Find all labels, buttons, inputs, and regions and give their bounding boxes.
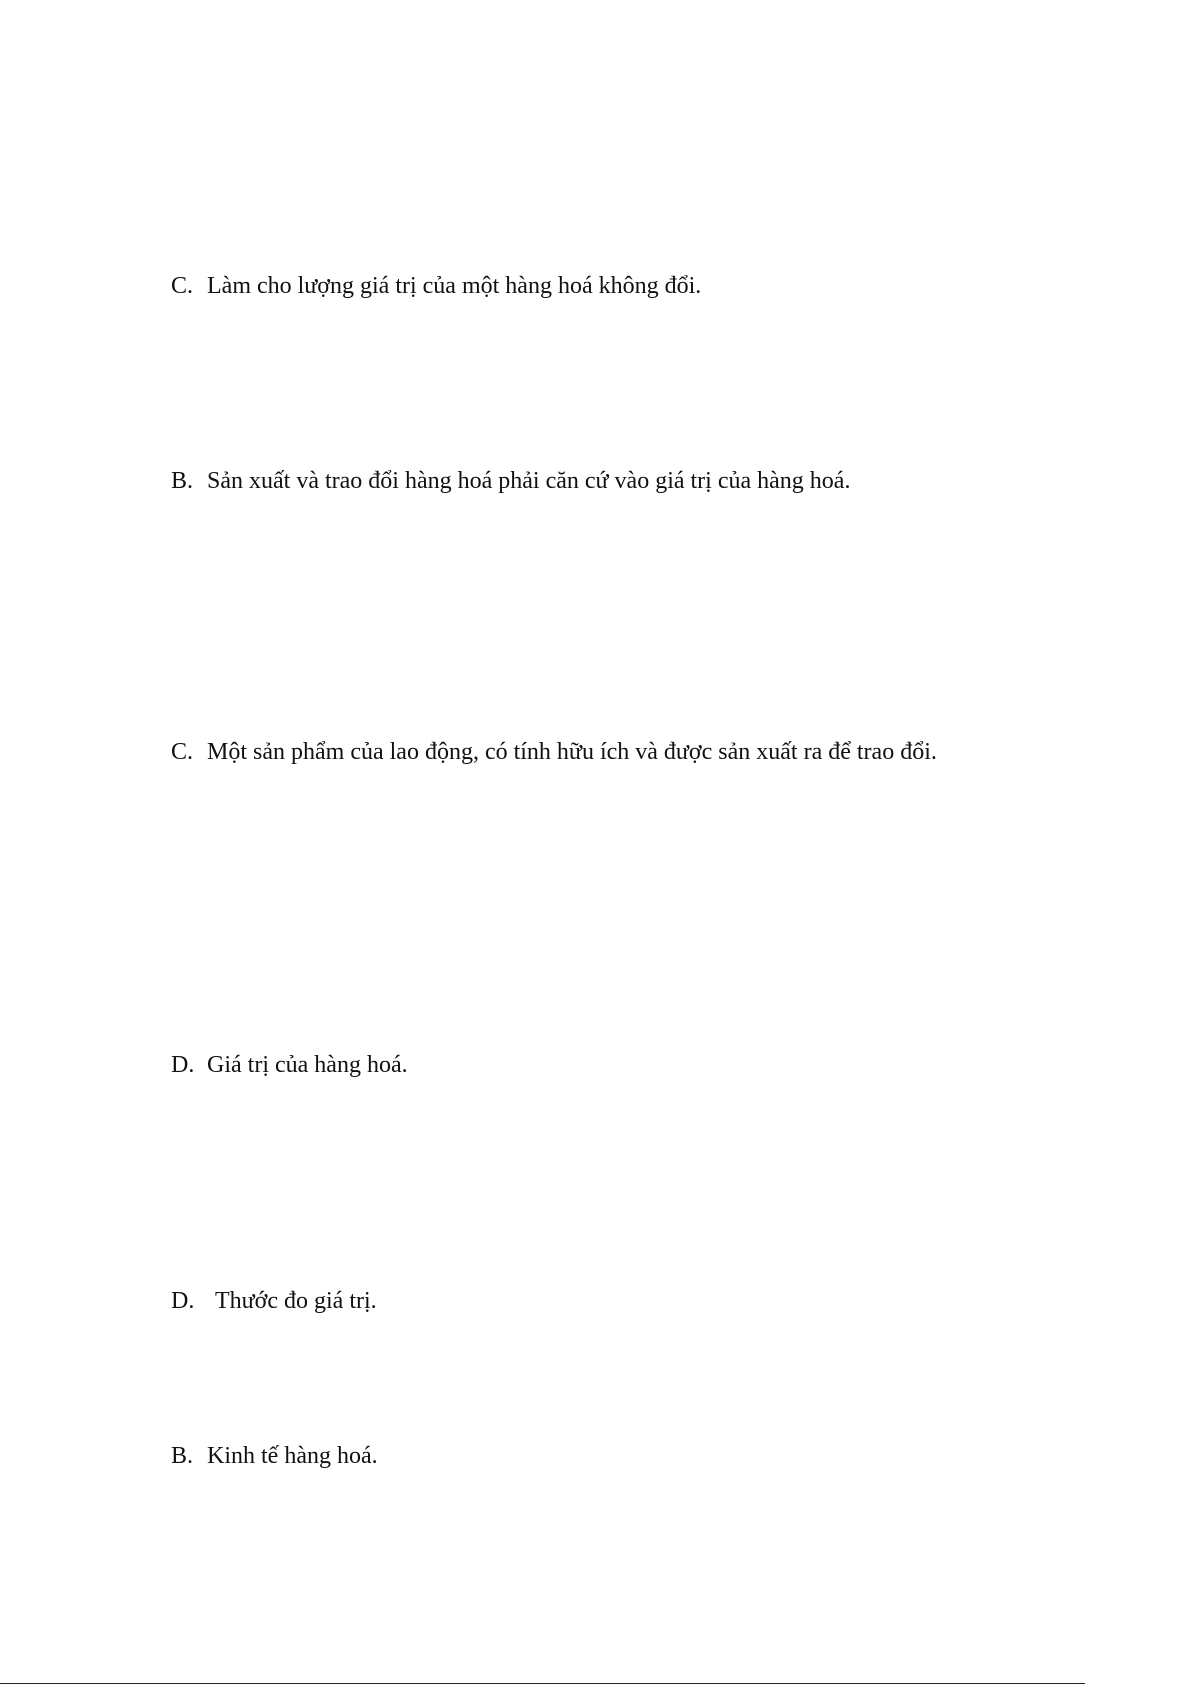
answer-text: Một sản phẩm của lao động, có tính hữu ích và được sản xuất ra để trao đổi. [207,739,937,765]
answer-line [171,737,937,767]
answer-letter: B. [171,468,194,494]
answer-line [171,1441,378,1471]
answer-text: Giá trị của hàng hoá. [207,1052,408,1078]
answer-letter: C. [171,739,194,765]
answer-text: Làm cho lượng giá trị của một hàng hoá không đổi. [207,273,702,299]
footer-divider [0,1683,1085,1684]
answer-letter: D. [171,1288,195,1314]
answer-text: Sản xuất và trao đổi hàng hoá phải căn cứ vào giá trị của hàng hoá. [207,468,851,494]
answer-letter: B. [171,1443,194,1469]
answer-letter: D. [171,1052,195,1078]
answer-line [171,1286,377,1316]
answer-line [171,1050,408,1080]
answer-text: Thước đo giá trị. [215,1288,377,1314]
answer-text: Kinh tế hàng hoá. [207,1443,378,1469]
answer-line [171,466,850,496]
answer-letter: C. [171,273,194,299]
answer-line [171,271,701,301]
